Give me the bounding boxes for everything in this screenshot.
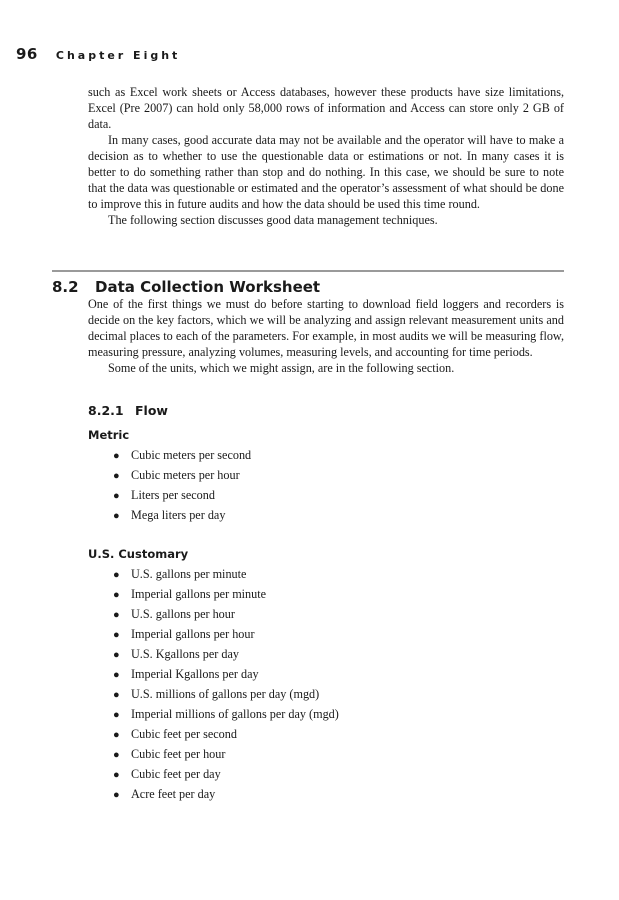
bullet-icon: ● [113, 729, 120, 741]
list-item: ● Cubic meters per second [113, 445, 251, 465]
list-item: ● Imperial Kgallons per day [113, 664, 339, 684]
bullet-icon: ● [113, 510, 120, 522]
intro-text [88, 84, 564, 228]
bullet-icon: ● [113, 569, 120, 581]
section-paragraph-2: Some of the units, which we might assign, are in the following section. [108, 361, 455, 375]
list-item: ● Cubic feet per hour [113, 744, 339, 764]
page-number: 96 [16, 45, 38, 63]
list-item: ● U.S. gallons per minute [113, 564, 339, 584]
list-item: ● Acre feet per day [113, 784, 339, 804]
list-item: ● Cubic feet per day [113, 764, 339, 784]
bullet-icon: ● [113, 629, 120, 641]
list-item: ● U.S. millions of gallons per day (mgd) [113, 684, 339, 704]
list-item: ● Cubic meters per hour [113, 465, 251, 485]
subsection-heading [88, 403, 168, 418]
bullet-icon: ● [113, 769, 120, 781]
us-customary-heading: U.S. Customary [88, 547, 189, 561]
running-header [16, 44, 180, 63]
bullet-icon: ● [113, 490, 120, 502]
bullet-icon: ● [113, 669, 120, 681]
section-title: Data Collection Worksheet [95, 278, 321, 296]
bullet-icon: ● [113, 749, 120, 761]
intro-paragraph-3: The following section discusses good data management techniques. [108, 213, 438, 227]
intro-paragraph-2: In many cases, good accurate data may not be available and the operator will have to make a decision as to whether to use the questionable data or estimations or not. In many cases it is better to do something rather than stop and do nothing. In this case, we should be sure to note that the data was questionable or estimated and the operator’s assessment of what should be done to improve this in future audits and how the data should be used this time round. [88, 133, 564, 211]
bullet-icon: ● [113, 689, 120, 701]
bullet-icon: ● [113, 649, 120, 661]
us-customary-list [113, 564, 339, 804]
chapter-label: Chapter Eight [55, 49, 181, 62]
list-item: ● Imperial gallons per minute [113, 584, 339, 604]
section-divider [52, 270, 564, 272]
bullet-icon: ● [113, 450, 120, 462]
intro-paragraph-1: such as Excel work sheets or Access databases, however these products have size limitations, Excel (Pre 2007) can hold only 58,000 rows of information and Access can store only 2 GB of data. [88, 85, 564, 131]
metric-list [113, 445, 251, 525]
list-item: ● U.S. gallons per hour [113, 604, 339, 624]
metric-heading: Metric [88, 428, 130, 442]
section-heading [52, 278, 320, 296]
list-item: ● Imperial millions of gallons per day (mgd) [113, 704, 339, 724]
subsection-title: Flow [135, 403, 168, 418]
section-text [88, 296, 564, 376]
list-item: ● Imperial gallons per hour [113, 624, 339, 644]
bullet-icon: ● [113, 470, 120, 482]
section-number: 8.2 [52, 278, 79, 296]
section-paragraph-1: One of the first things we must do before starting to download field loggers and recorders is decide on the key factors, which we will be analyzing and assign relevant measurement units and decimal places to each of the parameters. For example, in most audits we will be measuring flow, measuring pressure, analyzing volumes, measuring levels, and accounting for time periods. [88, 297, 564, 359]
bullet-icon: ● [113, 609, 120, 621]
bullet-icon: ● [113, 789, 120, 801]
bullet-icon: ● [113, 589, 120, 601]
list-item: ● Liters per second [113, 485, 251, 505]
list-item: ● U.S. Kgallons per day [113, 644, 339, 664]
subsection-number: 8.2.1 [88, 403, 124, 418]
list-item: ● Cubic feet per second [113, 724, 339, 744]
bullet-icon: ● [113, 709, 120, 721]
list-item: ● Mega liters per day [113, 505, 251, 525]
